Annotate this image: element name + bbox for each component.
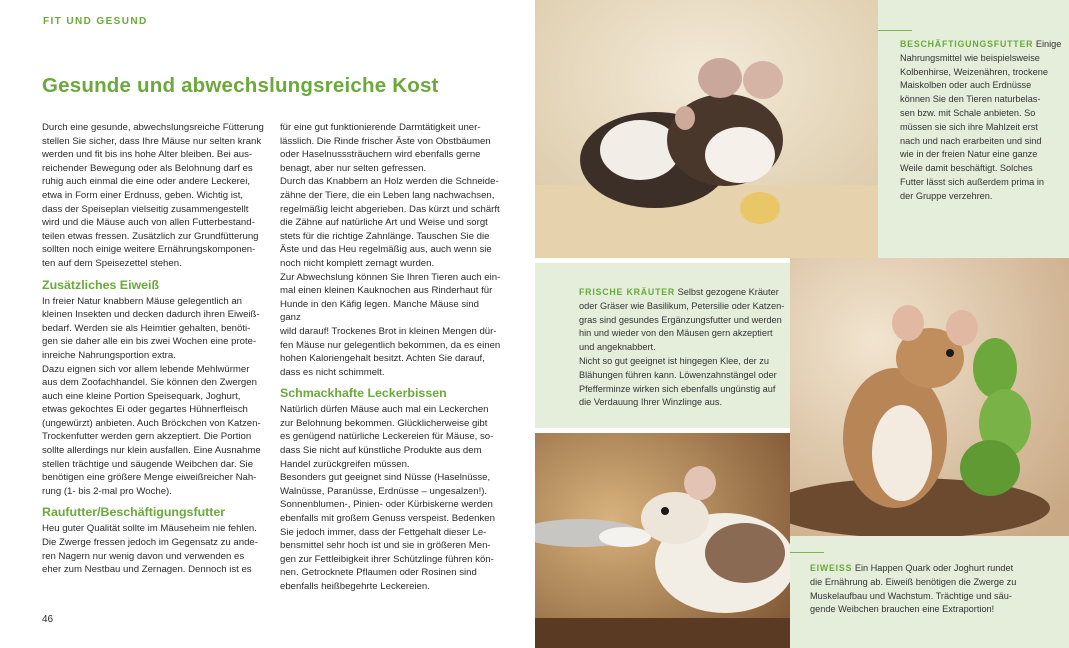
section-label: FIT UND GESUND [43, 16, 148, 27]
caption-busy-food [878, 0, 1069, 258]
roughage-paragraph: Heu guter Qualität sollte im Mäuseheim nie fehlen. Die Zwerge fressen jedoch im Gegensatz zu ande- ren Nagern nur wenig davon und verwenden es eher zum Nestbau und Zernagen. Dennoch ist es [42, 523, 258, 576]
wood-paragraph: für eine gut funktionierende Darmtätigkeit uner- lässlich. Die Rinde frischer Äste von Obstbäumen oder Haselnusssträuchern wird ebenfalls gerne benagt, aber nur selten gefressen. Durch das Knabbern an Holz werden die Schneide- zähne der Tiere, die ein Leben lang nachwachsen, regelmäßig leicht abgerieben. Das kürzt und schärft die Zähne auf natürliche Art und Weise und sorgt stets für die richtige Zahnlänge. Tauschen Sie die Äste und das Heu regelmäßig aus, auch wenn sie noch nicht komplett zernagt wurden. Zur Abwechslung können Sie Ihren Tieren auch ein- mal einen kleinen Kauknochen aus Rinderhaut für Hunde in den Käfig legen. Manche Mäuse sind ganz wild darauf! Trockenes Brot in kleinen Mengen dür- fen Mäuse nur gelegentlich bekommen, da es einen hohen Kaloriengehalt besitzt. Achten Sie darauf, dass es nicht schimmelt. [280, 122, 501, 378]
caption-herbs [535, 263, 790, 428]
intro-paragraph: Durch eine gesunde, abwechslungsreiche Fütterung stellen Sie sicher, dass Ihre Mäuse nur selten krank werden und fit bis ins hohe Alter bleiben. Bei aus- reichender Bewegung oder als Belohnung darf es ruhig auch einmal die eine oder andere Leckerei, etwa in Form einer Erdnuss, geben. Wichtig ist, dass der Speiseplan vielseitig zusammengestellt wird und die Mäuse auch von allen Futterbestand- teilen etwas fressen. Zusätzlich zur Grundfütterung sollten noch einige weitere Ernährungskomponen- ten auf dem Speisezettel stehen. [42, 122, 264, 269]
caption-label-protein: EIWEISS [810, 563, 853, 573]
caption-protein [790, 536, 1069, 648]
text-column-right [280, 121, 502, 594]
caption-text-herbs: Selbst gezogene Kräuter oder Gräser wie Basilikum, Petersilie oder Katzen- gras sind gesundes Ergänzungsfutter und werden hin und wieder von den Mäusen gern akzeptiert und angeknabbert. Nicht so gut geeignet ist hingegen Klee, der zu Blähungen führen kann. Löwenzahnstängel oder Pfefferminze wirken sich ebenfalls ungünstig auf die Verdauung Ihrer Winzlinge aus. [579, 287, 785, 408]
heading-additional-protein: Zusätzliches Eiweiß [42, 277, 160, 292]
caption-label-herbs: FRISCHE KRÄUTER [579, 287, 676, 297]
caption-text-busy-food: Einige Nahrungsmittel wie beispielsweise Kolbenhirse, Weizenähren, trockene Maiskolben oder auch Erdnüsse können Sie den Tieren naturbelas- sen bzw. mit Schale anbieten. So müssen sie sich ihre Mahlzeit erst nach und nach erarbeiten und sind wie in der freien Natur eine ganze Weile damit beschäftigt. Solches Futter lässt sich außerdem prima in der Gruppe verzehren. [900, 39, 1062, 201]
photo-mouse-on-spoon [535, 433, 790, 648]
text-column-left [42, 121, 264, 577]
page-number: 46 [42, 614, 54, 625]
heading-roughage: Raufutter/Beschäftigungsfutter [42, 505, 226, 520]
photo-mouse-with-herbs [790, 258, 1069, 536]
caption-rule [878, 30, 912, 31]
page-title: Gesunde und abwechslungsreiche Kost [42, 74, 439, 97]
caption-label-busy-food: BESCHÄFTIGUNGSFUTTER [900, 39, 1034, 49]
protein-paragraph: In freier Natur knabbern Mäuse gelegentlich an kleinen Insekten und decken dadurch ihren Eiweiß- bedarf. Werden sie als Heimtier gehalten, benöti- gen sie daher alle ein bis zwei Wochen eine prote- inreiche Nahrungsportion extra. Dazu eignen sich vor allem lebende Mehlwürmer aus dem Zoofachhandel. Sie können den Zwergen auch eine kleine Portion Speisequark, Joghurt, etwas gekochtes Ei oder gegartes Hühnerfleisch (ungewürzt) anbieten. Auch Bröckchen von Katzen- Trockenfutter werden gern akzeptiert. Die Portion sollte allerdings nur klein ausfallen. Eine Ausnahme stellen trächtige und säugende Weibchen dar. Sie benötigen eine größere Menge eiweißreicher Nah- rung (1- bis 2-mal pro Woche). [42, 295, 261, 497]
photo-mice-eating-corn [535, 0, 878, 258]
caption-text-protein: Ein Happen Quark oder Joghurt rundet die Ernährung ab. Eiweiß benötigen die Zwerge zu Muskelaufbau und Wachstum. Trächtige und säu- gende Weibchen brauchen eine Extraportion! [810, 563, 1017, 615]
caption-rule [790, 552, 824, 553]
heading-tasty-treats: Schmackhafte Leckerbissen [280, 386, 447, 401]
treats-paragraph: Natürlich dürfen Mäuse auch mal ein Leckerchen zur Belohnung bekommen. Glücklicherweise gibt es genügend natürliche Leckereien für Mäuse, so- dass Sie nicht auf künstliche Produkte aus dem Handel zurückgreifen müssen. Besonders gut geeignet sind Nüsse (Haselnüsse, Walnüsse, Paranüsse, Erdnüsse – ungesalzen!). Sonnenblumen-, Pinien- oder Kürbiskerne werden ebenfalls mit großem Genuss verspeist. Bedenken Sie jedoch immer, dass der Fettgehalt dieser Le- bensmittel sehr hoch ist und sie in größeren Men- gen zur Fettleibigkeit ihrer Schützlinge führen kön- nen. Getrocknete Pflaumen oder Rosinen sind ebenfalls heißbegehrte Leckereien. [280, 404, 495, 592]
